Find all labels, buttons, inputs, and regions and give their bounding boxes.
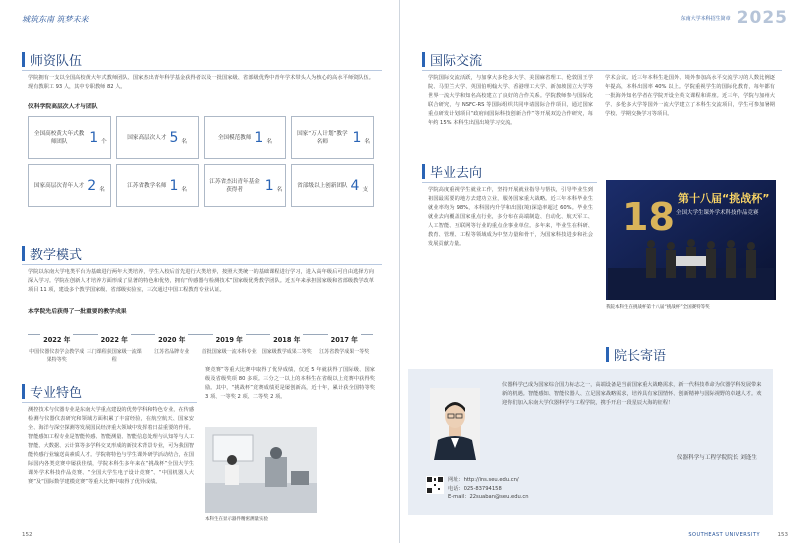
talent-label: 江苏省杰出青年基金获得者 bbox=[209, 178, 260, 193]
teaching-section-title bbox=[22, 244, 82, 263]
intl-col1: 学院国际交流活跃，与加拿大多伦多大学、美国麻省理工、伦敦国王学院、马里兰大学、英国伯明翰大学、香港理工大学、新加坡国立大学等世界一流大学和知名高校建立了良好的合作关系。学院教师参与国际化联合研究，与 NSFC-RS 等国际组织共同申请国际合作项目，通过国家重点研发计划项目“政府间国际科技创新合作”等开展双边合作研究，每年约 15% 本科生出国出境学习交流。 bbox=[428, 75, 593, 126]
talent-number: 1 bbox=[169, 177, 179, 194]
talent-label: 国家“万人计划”教学名师 bbox=[297, 130, 348, 145]
talent-card bbox=[28, 116, 111, 159]
section-rule bbox=[422, 70, 782, 71]
website-link[interactable]: 网址：http://ins.seu.edu.cn/ bbox=[448, 477, 519, 483]
timeline-desc: 江苏省品牌专业 bbox=[154, 349, 190, 355]
timeline-year: 2019 年 bbox=[213, 334, 246, 344]
header-slogan: 城筑东南 筑梦未来 bbox=[22, 15, 89, 24]
timeline-year: 2018 年 bbox=[270, 334, 303, 344]
teaching-intro: 学院以东南大学电类平台为基础进行两年大类培养，学生入校后首先进行大类培养，按照大类统一的基础课程进行学习，进入高年级后可自由选择方向深入学习。学院在创新人才培养方面形成了显著的特色和优势，拥有“传感器与检测技术”国家级优秀教学团队。近五年来承担国家级和省部级教学改革项目 11 项，建设多个教学国家级、省部级实验室，三次通过中国工程教育专业认证。 bbox=[28, 269, 374, 293]
talent-label: 国家高层次人才 bbox=[127, 134, 167, 141]
footer-university: SOUTHEAST UNIVERSITY bbox=[688, 532, 760, 538]
svg-text:18: 18 bbox=[622, 195, 675, 239]
talent-card bbox=[116, 116, 199, 159]
career-title: 毕业去向 bbox=[430, 166, 483, 181]
section-rule bbox=[22, 264, 382, 265]
talent-card bbox=[204, 164, 287, 207]
dean-portrait-illustration bbox=[430, 388, 480, 460]
talent-label: 省部级以上创新团队 bbox=[297, 182, 348, 189]
teaching-subhead: 本学院先后获得了一批重要的教学成果 bbox=[28, 309, 127, 315]
teaching-title: 教学模式 bbox=[30, 248, 83, 263]
email-link[interactable]: E-mail：22suaban@seu.edu.cn bbox=[448, 494, 529, 501]
page-number-right: 153 bbox=[777, 532, 788, 538]
header-caption: 东南大学本科招生简章 bbox=[680, 15, 731, 22]
title-bar bbox=[22, 246, 25, 261]
qr-code-icon bbox=[426, 476, 444, 494]
talent-number: 1 bbox=[352, 129, 362, 146]
dean-message: 仪器科学已成为国家综合国力标志之一，高端设备是当前国家重大战略需求，新一代科技革命为仪器学科发展带来新的机遇。智能感知、智能仪器人、立足国家战略需求，培养具有家国情怀、创新精神与国际视野的卓越人才。欢迎你们加入东南大学仪器科学与工程学院，携手开启一段星辰大海的征程！ bbox=[502, 382, 762, 407]
talent-card bbox=[291, 164, 374, 207]
section-rule bbox=[22, 402, 197, 403]
specialty-col1: 测控技术与仪器专业是东南大学重点建设的优势学科和特色专业，在传感检测与仪器仪表研究和领域方面积累了丰富经验，在航空航天、国家安全、海洋与深空探测等发展国民经济重大领域中发挥着日益重要的作用。智能感知工程专业是智能传感、智能测量、智能信息处理与认知等与人工智能、大数据、云计算等多学科交叉形成的新技术背景专业，可为我国智能传感行业输送高素质人才。学院将特色与学生课外研学活动结合，在国际国内各类竞赛中屡获佳绩，学院本科生多年来在“挑战杯”全国大学生课外学术科技作品竞赛、“全国大学生电子设计竞赛”、“中国机器人大赛”及“国际数学建模竞赛”等重大比赛中取得了优异成绩。 bbox=[28, 407, 194, 485]
talent-card bbox=[28, 164, 111, 207]
timeline-desc: 江苏省教学成果一等奖 bbox=[319, 349, 370, 355]
talent-number: 1 bbox=[89, 129, 99, 146]
specialty-title: 专业特色 bbox=[30, 386, 83, 401]
dean-title: 院长寄语 bbox=[614, 349, 667, 364]
intl-col2: 学术会议。近三年本科生赴国外、境外参加高水平交流学习的人数比例逐年提高，本科出国率 40% 以上。学院重视学生的国际化教育，每年都有一批海外知名学者在学院开设全英文课程和讲座。近三年，学院与加州大学、多伦多大学等国外一流大学建立了本科生交流项目，学生可参加暑期学校、学期交换学习等项目。 bbox=[605, 75, 775, 117]
section-rule bbox=[422, 182, 597, 183]
talent-unit: 名 bbox=[181, 186, 187, 193]
talent-label: 江苏省教学名师 bbox=[127, 182, 167, 189]
specialty-col2: 赛竞赛”等重大比赛中取得了优异成绩，仅近 5 年就获得了国际级、国家级及省级奖项 80 多项。三分之一以上的本科生在省级以上竞赛中获得奖励。其中，“挑战杯”竞赛成绩更是屡创新高，近十年，累计获全国特等奖 3 项、一等奖 2 项、二等奖 2 项。 bbox=[205, 367, 375, 400]
dean-message-box bbox=[408, 369, 773, 515]
header-year: 2025 bbox=[736, 8, 788, 28]
talent-unit: 个 bbox=[101, 138, 107, 145]
title-bar bbox=[422, 164, 425, 179]
award-photo-caption: 我院本科生在挑战杯第十八届“挑战杯”全国赛特等奖 bbox=[606, 305, 710, 310]
timeline-desc: 国家级教学成果二等奖 bbox=[261, 349, 312, 355]
timeline-desc: 中国仪器仪表学会教学成果特等奖 bbox=[29, 349, 85, 363]
timeline-item bbox=[201, 327, 259, 364]
lab-photo-illustration bbox=[205, 427, 317, 513]
talent-unit: 名 bbox=[99, 186, 105, 193]
talent-unit: 名 bbox=[181, 138, 187, 145]
dean-portrait bbox=[430, 388, 480, 460]
timeline-item bbox=[316, 327, 374, 364]
intl-section-title bbox=[422, 50, 482, 69]
title-bar bbox=[22, 52, 25, 67]
timeline-item bbox=[143, 327, 201, 364]
talent-number: 2 bbox=[87, 177, 97, 194]
timeline-item bbox=[28, 327, 86, 364]
timeline-year: 2017 年 bbox=[328, 334, 361, 344]
phone-text: 电话：025-83794158 bbox=[448, 485, 502, 492]
title-bar bbox=[422, 52, 425, 67]
talent-number: 5 bbox=[169, 129, 179, 146]
talent-label: 全国高校黄大年式教师团队 bbox=[33, 130, 85, 145]
talent-unit: 名 bbox=[364, 138, 370, 145]
lab-photo bbox=[205, 427, 317, 513]
award-photo bbox=[606, 180, 776, 300]
talent-number: 1 bbox=[264, 177, 274, 194]
faculty-section-title bbox=[22, 50, 82, 69]
talent-card bbox=[291, 116, 374, 159]
lab-photo-caption: 本科生在显示器件精密测量实验 bbox=[205, 517, 268, 522]
career-section-title bbox=[422, 162, 482, 181]
title-bar bbox=[22, 384, 25, 399]
achievement-timeline bbox=[28, 322, 373, 367]
page-number-left: 152 bbox=[22, 532, 33, 538]
talent-card bbox=[116, 164, 199, 207]
banner-title: 第十八届“挑战杯” bbox=[678, 192, 770, 205]
talent-number: 1 bbox=[254, 129, 264, 146]
qr-code-graphic bbox=[426, 476, 444, 494]
specialty-section-title bbox=[22, 382, 82, 401]
faculty-subhead: 仪科学院高层次人才与团队 bbox=[28, 104, 98, 110]
faculty-intro: 学院拥有一支以全国高校黄大年式教师团队、国家杰出青年科学基金获得者以及一批国家级、省部级优秀中青年学术带头人为核心的高水平师资队伍。现有教职工 93 人，其中专职教师 82 人。 bbox=[28, 75, 374, 90]
talent-number: 4 bbox=[350, 177, 360, 194]
dean-section-title bbox=[606, 345, 666, 364]
talent-card bbox=[204, 116, 287, 159]
timeline-desc: 首批国家级一流本科专业 bbox=[201, 349, 257, 355]
dean-signature: 仪器科学与工程学院院长 刘逢生 bbox=[676, 455, 757, 461]
contact-info bbox=[448, 476, 529, 502]
talent-unit: 名 bbox=[276, 186, 283, 193]
talent-unit: 名 bbox=[266, 138, 272, 145]
timeline-year: 2022 年 bbox=[98, 334, 131, 344]
career-text: 学院高度重视学生就业工作，坚持开展就业指导与帮扶，引导毕业生到祖国最需要的地方去建功立业，服务国家重大战略。近三年本科毕业生就业率均为 98%，本科国内升学和出国(境)深造率超过 60%。毕业生就业去向覆盖国家重点行业，多分布在高端制造、自动化、航天军工、人工智能、互联网等行业的重点企事业单位。多年来，毕业生在科研、教育、管理、工程等领域成为中坚力量和骨干，为国家科技进步和社会发展贡献力量。 bbox=[428, 187, 593, 247]
talent-grid bbox=[28, 116, 374, 207]
talent-label: 国家高层次青年人才 bbox=[33, 182, 85, 189]
timeline-item bbox=[86, 327, 144, 364]
banner-subtitle: 全国大学生课外学术科技作品竞赛 bbox=[676, 210, 759, 216]
header-right bbox=[681, 8, 788, 28]
talent-label: 全国模范教师 bbox=[217, 134, 252, 141]
title-bar bbox=[606, 347, 609, 362]
faculty-title: 师资队伍 bbox=[30, 54, 83, 69]
talent-unit: 支 bbox=[362, 186, 369, 193]
intl-title: 国际交流 bbox=[430, 54, 483, 69]
section-rule bbox=[22, 70, 382, 71]
timeline-year: 2022 年 bbox=[40, 334, 73, 344]
timeline-desc: 三门课程获国家级一流课程 bbox=[86, 349, 142, 363]
timeline-item bbox=[258, 327, 316, 364]
timeline-year: 2020 年 bbox=[155, 334, 188, 344]
